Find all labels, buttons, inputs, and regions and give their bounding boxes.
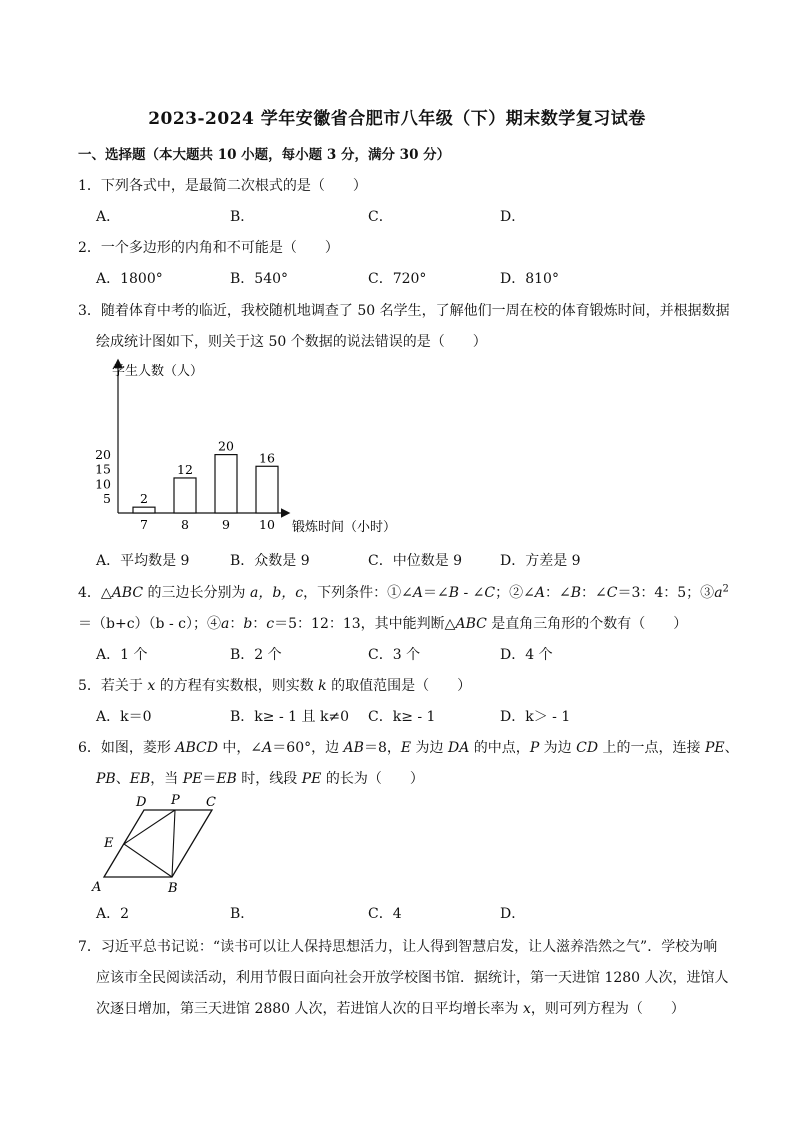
- label-e: E: [104, 836, 114, 851]
- question-6-stem-line1: 6．如图，菱形 ABCD 中，∠A＝60°，边 AB＝8，E 为边 DA 的中点，P 为边 CD 上的一点，连接 PE、: [78, 740, 739, 756]
- q4-option-b: B．2 个: [230, 647, 282, 663]
- q1-option-a: A．: [96, 209, 121, 225]
- question-7-stem-line1: 7．习近平总书记说：“读书可以让人保持思想活力，让人得到智慧启发，让人滋养浩然之气”．学校为响: [78, 939, 718, 955]
- segment-pb: [172, 810, 175, 877]
- bar-data-label: 20: [218, 438, 234, 454]
- q6-option-d: D．: [500, 906, 526, 922]
- bar-data-label: 12: [177, 461, 193, 477]
- bar: [256, 466, 278, 513]
- question-7-stem-line2: 应该市全民阅读活动，利用节假日面向社会开放学校图书馆．据统计，第一天进馆 1280 人次，进馆人: [96, 970, 729, 986]
- x-tick-label: 9: [222, 517, 230, 532]
- question-1-stem: 1．下列各式中，是最简二次根式的是（ ）: [78, 178, 367, 194]
- bar-data-label: 2: [140, 491, 148, 507]
- label-p: P: [171, 793, 180, 808]
- question-7-stem-line3: 次逐日增加，第三天进馆 2880 人次，若进馆人次的日平均增长率为 x，则可列方程为（ ）: [96, 1001, 685, 1017]
- q6-option-b: B．: [230, 906, 255, 922]
- y-tick-label: 20: [95, 447, 111, 463]
- y-axis-label: 学生人数（人）: [112, 364, 204, 379]
- q4-option-d: D．4 个: [500, 647, 553, 663]
- label-a: A: [92, 880, 102, 895]
- section-heading: 一、选择题（本大题共 10 小题，每小题 3 分，满分 30 分）: [78, 147, 451, 163]
- q2-option-b: B．540°: [230, 271, 289, 287]
- q6-option-c: C．4: [368, 906, 402, 922]
- q3-option-c: C．中位数是 9: [368, 553, 463, 569]
- bar-chart: [80, 355, 420, 540]
- rhombus-diagram: [88, 792, 228, 896]
- question-2-stem: 2．一个多边形的内角和不可能是（ ）: [78, 240, 339, 256]
- question-4-stem-line1: 4．△ABC 的三边长分别为 a，b，c，下列条件：①∠A＝∠B - ∠C；②∠A：∠B：∠C＝3：4：5；$③a^2$: [78, 583, 729, 601]
- question-6-stem-line2: PB、EB，当 PE＝EB 时，线段 PE 的长为（ ）: [96, 771, 424, 787]
- question-5-stem: 5．若关于 x 的方程有实数根，则实数 k 的取值范围是（ ）: [78, 678, 472, 694]
- label-d: D: [136, 795, 147, 810]
- segment-eb: [124, 844, 172, 877]
- bar: [215, 455, 237, 513]
- x-tick-label: 10: [259, 517, 275, 532]
- q1-option-b: B．: [230, 209, 255, 225]
- q5-option-c: C．k≥ - 1: [368, 709, 436, 725]
- q1-option-c: C．: [368, 209, 393, 225]
- q5-option-a: A．k＝0: [96, 709, 152, 725]
- page-title: 2023-2024 学年安徽省合肥市八年级（下）期末数学复习试卷: [148, 109, 646, 129]
- y-tick-label: 15: [95, 461, 111, 477]
- label-b: B: [168, 881, 178, 896]
- q1-option-d: D．: [500, 209, 526, 225]
- q5-option-d: D．k＞ - 1: [500, 709, 571, 725]
- bar: [174, 478, 196, 513]
- y-tick-label: 10: [95, 476, 111, 492]
- segment-pe: [124, 810, 175, 844]
- q2-option-d: D．810°: [500, 271, 559, 287]
- label-c: C: [206, 795, 216, 810]
- bar-data-label: 16: [259, 450, 275, 466]
- x-tick-label: 7: [140, 517, 148, 532]
- q3-option-a: A．平均数是 9: [96, 553, 190, 569]
- question-3-stem-line1: 3．随着体育中考的临近，我校随机地调查了 50 名学生，了解他们一周在校的体育锻炼时间，并根据数据: [78, 303, 730, 319]
- q4-option-c: C．3 个: [368, 647, 421, 663]
- bar: [133, 507, 155, 513]
- question-4-stem-line2: ＝（b+c）（b - c）；④a：b：c＝5：12：13，其中能判断△ABC 是直角三角形的个数有（ ）: [78, 616, 688, 632]
- q2-option-a: A．1800°: [96, 271, 163, 287]
- q3-option-d: D．方差是 9: [500, 553, 581, 569]
- q6-option-a: A．2: [96, 906, 130, 922]
- x-axis-label: 锻炼时间（小时）: [292, 520, 397, 535]
- x-tick-label: 8: [181, 517, 189, 532]
- q3-option-b: B．众数是 9: [230, 553, 310, 569]
- q4-option-a: A．1 个: [96, 647, 148, 663]
- question-3-stem-line2: 绘成统计图如下，则关于这 50 个数据的说法错误的是（ ）: [96, 334, 487, 350]
- y-tick-label: 5: [103, 490, 111, 506]
- q5-option-b: B．k≥ - 1 且 k≠0: [230, 709, 350, 725]
- q2-option-c: C．720°: [368, 271, 427, 287]
